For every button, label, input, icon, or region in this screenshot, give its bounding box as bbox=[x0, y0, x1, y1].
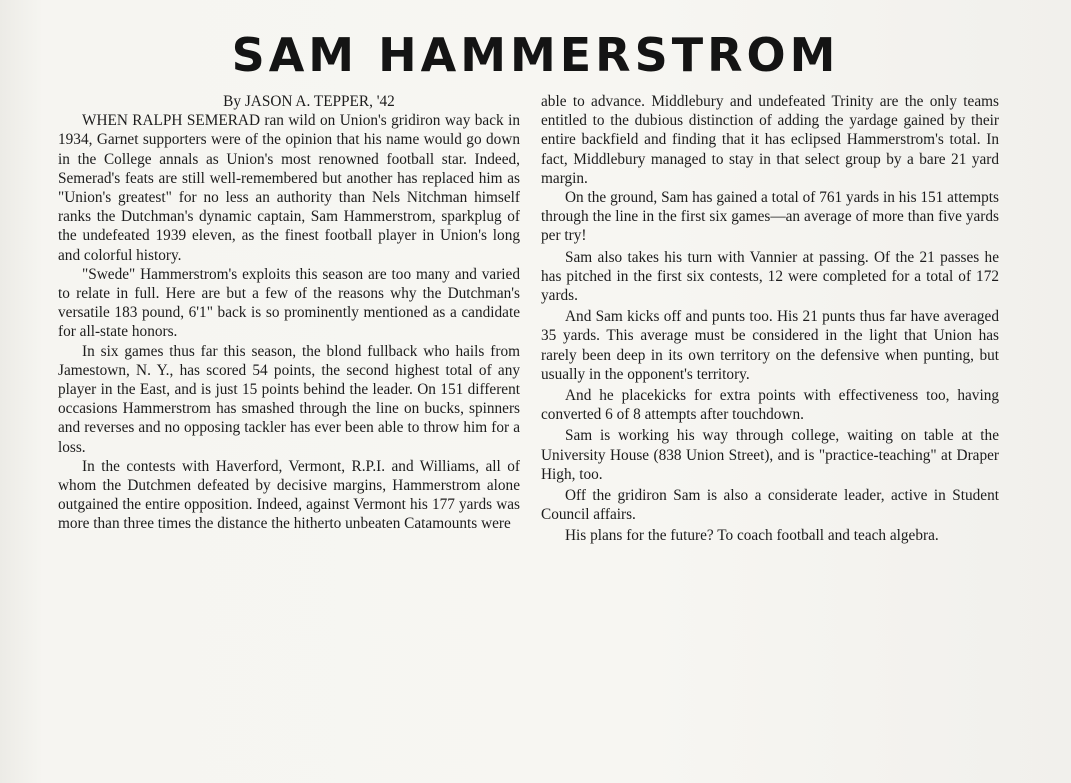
paragraph: And he placekicks for extra points with effectiveness too, having converted 6 of 8 attempts after touchdown. bbox=[541, 387, 999, 424]
paragraph: Off the gridiron Sam is also a considerate leader, active in Student Council affairs. bbox=[541, 487, 999, 524]
paragraph: "Swede" Hammerstrom's exploits this season are too many and varied to relate in full. Here are but a few of the reasons why the Dutchman's versatile 183 pound, 6'1" back is so prominently mentioned as a candidate for all-state honors. bbox=[58, 265, 520, 341]
column-left bbox=[58, 92, 520, 534]
article-title: SAM HAMMERSTROM bbox=[231, 28, 840, 82]
paragraph: On the ground, Sam has gained a total of 761 yards in his 151 attempts through the line in the first six games—an average of more than five yards per try! bbox=[541, 189, 999, 245]
paragraph: And Sam kicks off and punts too. His 21 punts thus far have averaged 35 yards. This average must be considered in the light that Union has rarely been deep in its own territory on the defensive when punting, but usually in the opponent's territory. bbox=[541, 308, 999, 383]
paragraph: In six games thus far this season, the blond fullback who hails from Jamestown, N. Y., has scored 54 points, the second highest total of any player in the East, and is just 15 points behind the leader. On 151 different occasions Hammerstrom has smashed through the line on bucks, spinners and reverses and no opposing tackler has ever been able to throw him for a loss. bbox=[58, 342, 520, 456]
column-right bbox=[541, 92, 999, 546]
paragraph: Sam also takes his turn with Vannier at passing. Of the 21 passes he has pitched in the first six contests, 12 were completed for a total of 172 yards. bbox=[541, 248, 999, 305]
paragraph: His plans for the future? To coach football and teach algebra. bbox=[565, 527, 939, 545]
paragraph-continuation: able to advance. Middlebury and undefeated Trinity are the only teams entitled to the dubious distinction of adding the yardage gained by their entire backfield and finding that it has eclipsed Hammerstrom's total. In fact, Middlebury managed to stay in that select group by a bare 21 yard margin. bbox=[541, 93, 999, 187]
paragraph: In the contests with Haverford, Vermont, R.P.I. and Williams, all of whom the Dutchmen defeated by decisive margins, Hammerstrom alone outgained the entire opposition. Indeed, against Vermont his 177 yards was more than three times the distance the hitherto unbeaten Catamounts were bbox=[58, 457, 520, 533]
byline: By JASON A. TEPPER, '42 bbox=[223, 93, 395, 110]
paragraph: WHEN RALPH SEMERAD ran wild on Union's gridiron way back in 1934, Garnet supporters were of the opinion that his name would go down in the College annals as Union's most renowned football star. Indeed, Semerad's feats are still well-remembered but another has replaced him as "Union's greatest" for no less an authority than Nels Nitchman himself ranks the Dutchman's dynamic captain, Sam Hammerstrom, sparkplug of the undefeated 1939 eleven, as the finest football player in Union's long and colorful history. bbox=[58, 112, 520, 264]
paragraph: Sam is working his way through college, waiting on table at the University House (838 Union Street), and is "practice-teaching" at Draper High, too. bbox=[541, 427, 999, 483]
